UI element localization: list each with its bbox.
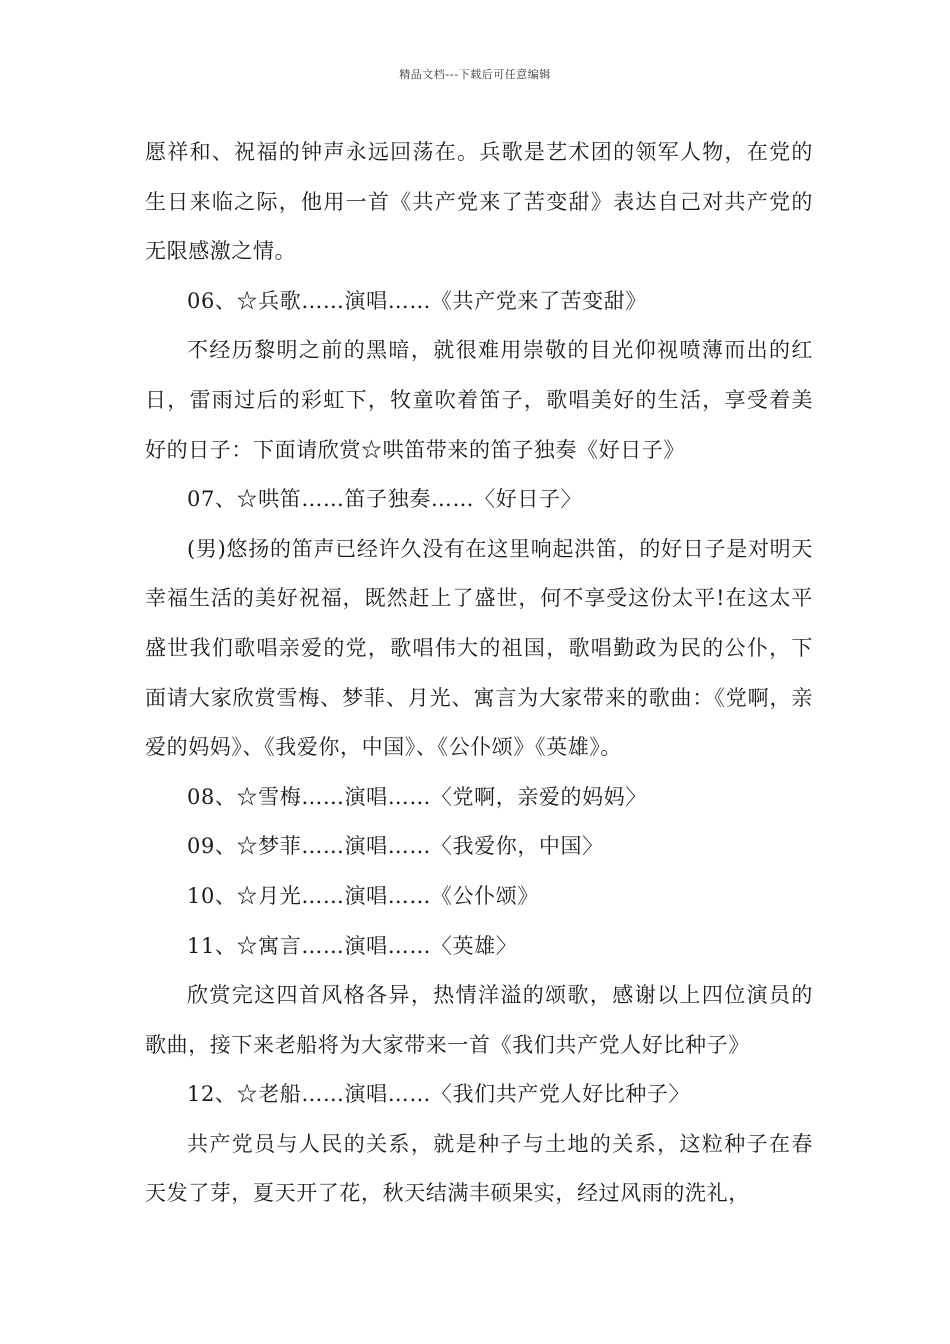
paragraph: 不经历黎明之前的黑暗，就很难用崇敬的目光仰视喷薄而出的红日，雷雨过后的彩虹下，牧童吹着笛子，歌唱美好的生活，享受着美好的日子：下面请欣赏☆哄笛带来的笛子独奏《好日子》 (145, 338, 813, 462)
program-item: 06、☆兵歌……演唱……《共产党来了苦变甜》 (187, 288, 647, 313)
paragraph: 共产党员与人民的关系，就是种子与土地的关系，这粒种子在春天发了芽，夏天开了花，秋天结满丰硕果实，经过风雨的洗礼， (145, 1131, 813, 1206)
program-item: 08、☆雪梅……演唱……〈党啊，亲爱的妈妈〉 (187, 784, 647, 809)
paragraph: 欣赏完这四首风格各异，热情洋溢的颂歌，感谢以上四位演员的歌曲，接下来老船将为大家带来一首《我们共产党人好比种子》 (145, 983, 813, 1057)
paragraph: 愿祥和、祝福的钟声永远回荡在。兵歌是艺术团的领军人物，在党的生日来临之际，他用一首《共产党来了苦变甜》表达自己对共产党的无限感激之情。 (145, 140, 813, 264)
program-item: 10、☆月光……演唱……《公仆颂》 (187, 883, 539, 908)
program-item: 09、☆梦菲……演唱……〈我爱你，中国〉 (187, 834, 604, 859)
paragraph: (男)悠扬的笛声已经许久没有在这里响起洪笛，的好日子是对明天幸福生活的美好祝福，既然赶上了盛世，何不享受这份太平!在这太平盛世我们歌唱亲爱的党，歌唱伟大的祖国，歌唱勤政为民的公仆，下面请大家欣赏雪梅、梦菲、月光、寓言为大家带来的歌曲：《党啊，亲爱的妈妈》、《我爱你，中国》、《公仆颂》《英雄》。 (145, 536, 813, 760)
program-item: 07、☆哄笛……笛子独奏……〈好日子〉 (187, 487, 583, 512)
page-header: 精品文档---下载后可任意编辑 (399, 68, 551, 81)
program-item: 11、☆寓言……演唱……〈英雄〉 (187, 933, 518, 958)
program-item: 12、☆老船……演唱……〈我们共产党人好比种子〉 (187, 1082, 691, 1107)
document-body (145, 128, 813, 1219)
